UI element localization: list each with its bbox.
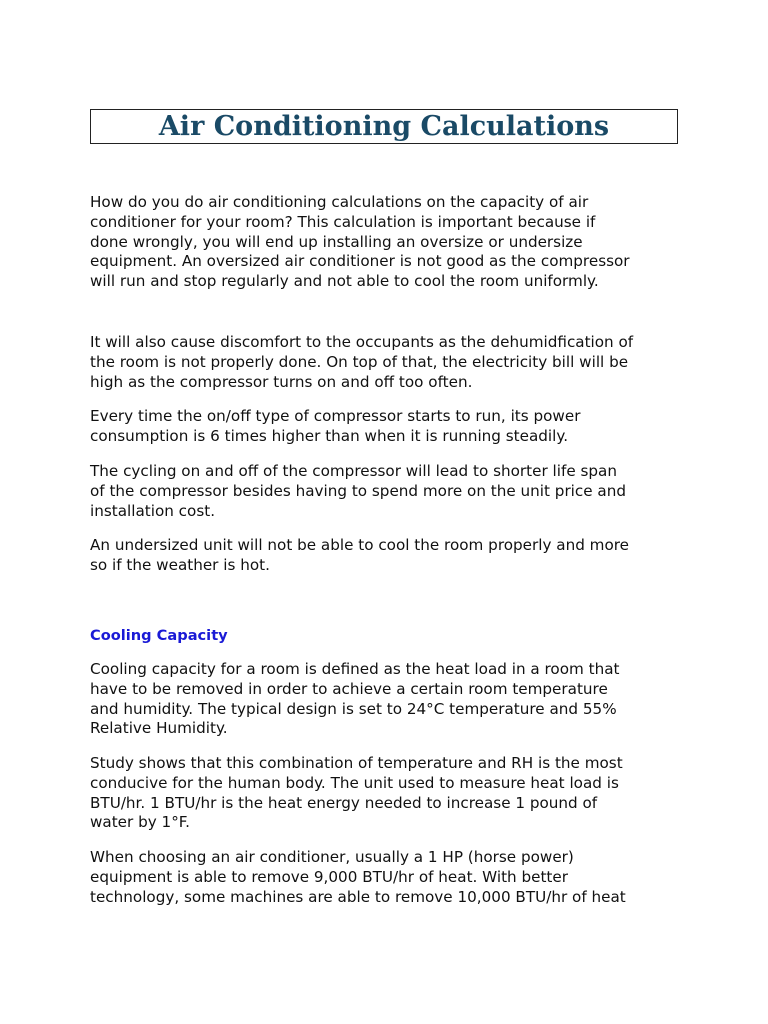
paragraph-btu [90, 754, 678, 833]
text-line: Study shows that this combination of temperature and RH is the most [90, 754, 623, 772]
text-line: The cycling on and off of the compressor will lead to shorter life span [90, 462, 617, 480]
text-line: of the compressor besides having to spend more on the unit price and [90, 481, 626, 500]
text-line: have to be removed in order to achieve a certain room temperature [90, 679, 608, 698]
text-line: will run and stop regularly and not able to cool the room uniformly. [90, 272, 599, 291]
text-line: done wrongly, you will end up installing an oversize or undersize [90, 232, 583, 251]
text-line: and humidity. The typical design is set to 24°C temperature and 55% [90, 699, 617, 718]
paragraph-power-consumption [90, 407, 678, 447]
text-line: equipment. An oversized air conditioner is not good as the compressor [90, 252, 630, 271]
text-line: conducive for the human body. The unit used to measure heat load is [90, 773, 619, 792]
page-title: Air Conditioning Calculations [158, 111, 610, 142]
paragraph-intro [90, 193, 678, 292]
paragraph-cycling [90, 462, 678, 521]
text-line: equipment is able to remove 9,000 BTU/hr of heat. With better [90, 867, 568, 886]
text-line: consumption is 6 times higher than when it is running steadily. [90, 426, 569, 445]
text-line: How do you do air conditioning calculations on the capacity of air [90, 193, 589, 211]
text-line: high as the compressor turns on and off too often. [90, 372, 473, 391]
title-box [90, 109, 678, 144]
text-line: conditioner for your room? This calculation is important because if [90, 212, 596, 231]
section-heading-cooling-capacity: Cooling Capacity [90, 627, 228, 644]
text-line: It will also cause discomfort to the occupants as the dehumidfication of [90, 333, 634, 351]
text-line: so if the weather is hot. [90, 555, 270, 574]
text-line: Every time the on/off type of compressor starts to run, its power [90, 407, 581, 425]
text-line: An undersized unit will not be able to cool the room properly and more [90, 536, 630, 554]
text-line: Cooling capacity for a room is defined as the heat load in a room that [90, 660, 620, 678]
text-line: the room is not properly done. On top of that, the electricity bill will be [90, 352, 629, 371]
paragraph-undersized [90, 536, 678, 576]
text-line: Relative Humidity. [90, 719, 228, 738]
paragraph-discomfort [90, 333, 678, 392]
text-line: installation cost. [90, 501, 216, 520]
text-line: BTU/hr. 1 BTU/hr is the heat energy needed to increase 1 pound of [90, 793, 598, 812]
text-line: When choosing an air conditioner, usually a 1 HP (horse power) [90, 848, 574, 866]
paragraph-hp [90, 848, 678, 907]
paragraph-cooling-definition [90, 660, 678, 739]
text-line: technology, some machines are able to remove 10,000 BTU/hr of heat [90, 887, 626, 906]
text-line: water by 1°F. [90, 813, 190, 832]
